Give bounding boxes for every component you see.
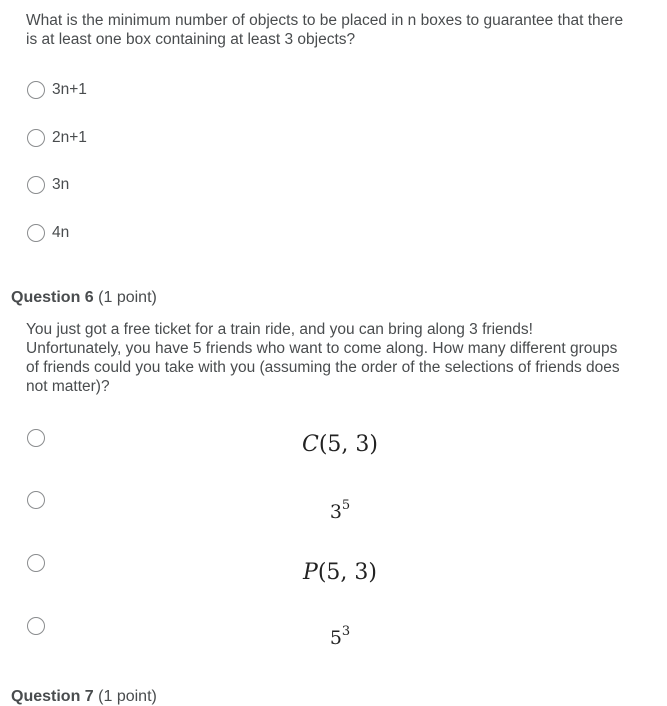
q6-option-c[interactable]	[27, 552, 45, 574]
option-label: 3n	[52, 176, 70, 193]
question-points: (1 point)	[98, 688, 157, 705]
math-function: C	[302, 432, 319, 457]
option-math-combination	[300, 432, 380, 457]
math-exponent: 3	[341, 624, 351, 639]
math-base: 3	[329, 501, 342, 523]
math-args: (5, 3)	[317, 560, 377, 585]
radio-button[interactable]	[27, 224, 45, 242]
question-7-header	[11, 688, 157, 706]
math-base: 5	[329, 627, 342, 649]
radio-button[interactable]	[27, 81, 45, 99]
option-label: 4n	[52, 224, 70, 241]
option-math-power	[300, 624, 380, 649]
question-5-text: What is the minimum number of objects to be placed in n boxes to guarantee that there is at least one box containing at least 3 objects?	[26, 12, 624, 48]
math-function: P	[303, 560, 318, 585]
question-title: Question 7	[11, 688, 94, 705]
radio-button[interactable]	[27, 554, 45, 572]
radio-button[interactable]	[27, 176, 45, 194]
q5-option-3n-plus-1[interactable]	[27, 79, 87, 101]
radio-button[interactable]	[27, 491, 45, 509]
option-math-power	[300, 498, 380, 523]
radio-button[interactable]	[27, 129, 45, 147]
question-6-text: You just got a free ticket for a train ride, and you can bring along 3 friends! Unfortunately, you have 5 friends who want to come along. How many different groups of friends could you take with you (assuming the order of the selections of friends does not matter)?	[26, 321, 620, 395]
radio-button[interactable]	[27, 429, 45, 447]
q6-option-d[interactable]	[27, 615, 45, 637]
question-6-header	[11, 289, 157, 307]
math-exponent: 5	[341, 498, 351, 513]
question-title: Question 6	[11, 289, 94, 306]
math-args: (5, 3)	[318, 432, 378, 457]
option-label: 2n+1	[52, 129, 87, 146]
option-label: 3n+1	[52, 81, 87, 98]
q5-option-4n[interactable]	[27, 222, 69, 244]
q5-option-2n-plus-1[interactable]	[27, 127, 87, 149]
option-math-permutation	[300, 560, 380, 585]
radio-button[interactable]	[27, 617, 45, 635]
q6-option-a[interactable]	[27, 427, 45, 449]
q6-option-b[interactable]	[27, 489, 45, 511]
q5-option-3n[interactable]	[27, 174, 69, 196]
question-points: (1 point)	[98, 289, 157, 306]
